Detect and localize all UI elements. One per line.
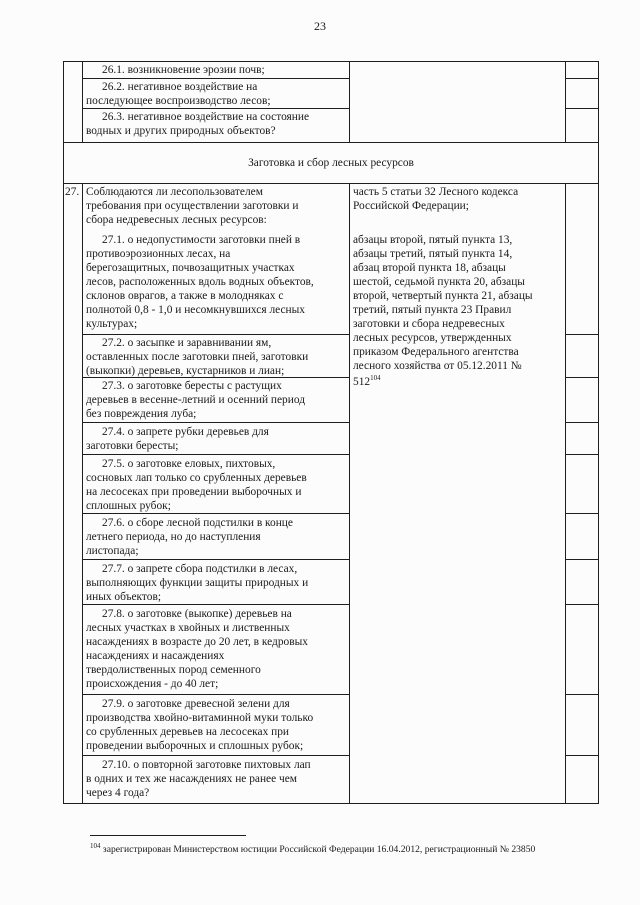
order-number: 512: [353, 376, 371, 388]
footnote: [90, 841, 536, 856]
item-26-1: 26.1. возникновение эрозии почв;: [102, 64, 265, 76]
footnote-number: 104: [90, 841, 101, 850]
item-26-2: 26.2. негативное воздействие на: [102, 81, 258, 93]
item-26-2-cont: последующее воспроизводство лесов;: [86, 95, 271, 107]
footnote-separator: [90, 835, 246, 836]
item-26-3: 26.3. негативное воздействие на состояние: [102, 111, 310, 123]
page-number: 23: [314, 19, 326, 33]
item-26-3-cont: водных и других природных объектов?: [86, 125, 276, 137]
section-title: Заготовка и сбор лесных ресурсов: [248, 157, 414, 169]
footnote-text: зарегистрирован Министерством юстиции Российской Федерации 16.04.2012, регистрационный № 23850: [102, 844, 536, 855]
footnote-ref: 104: [370, 374, 381, 383]
row-number-27: 27.: [65, 186, 80, 198]
